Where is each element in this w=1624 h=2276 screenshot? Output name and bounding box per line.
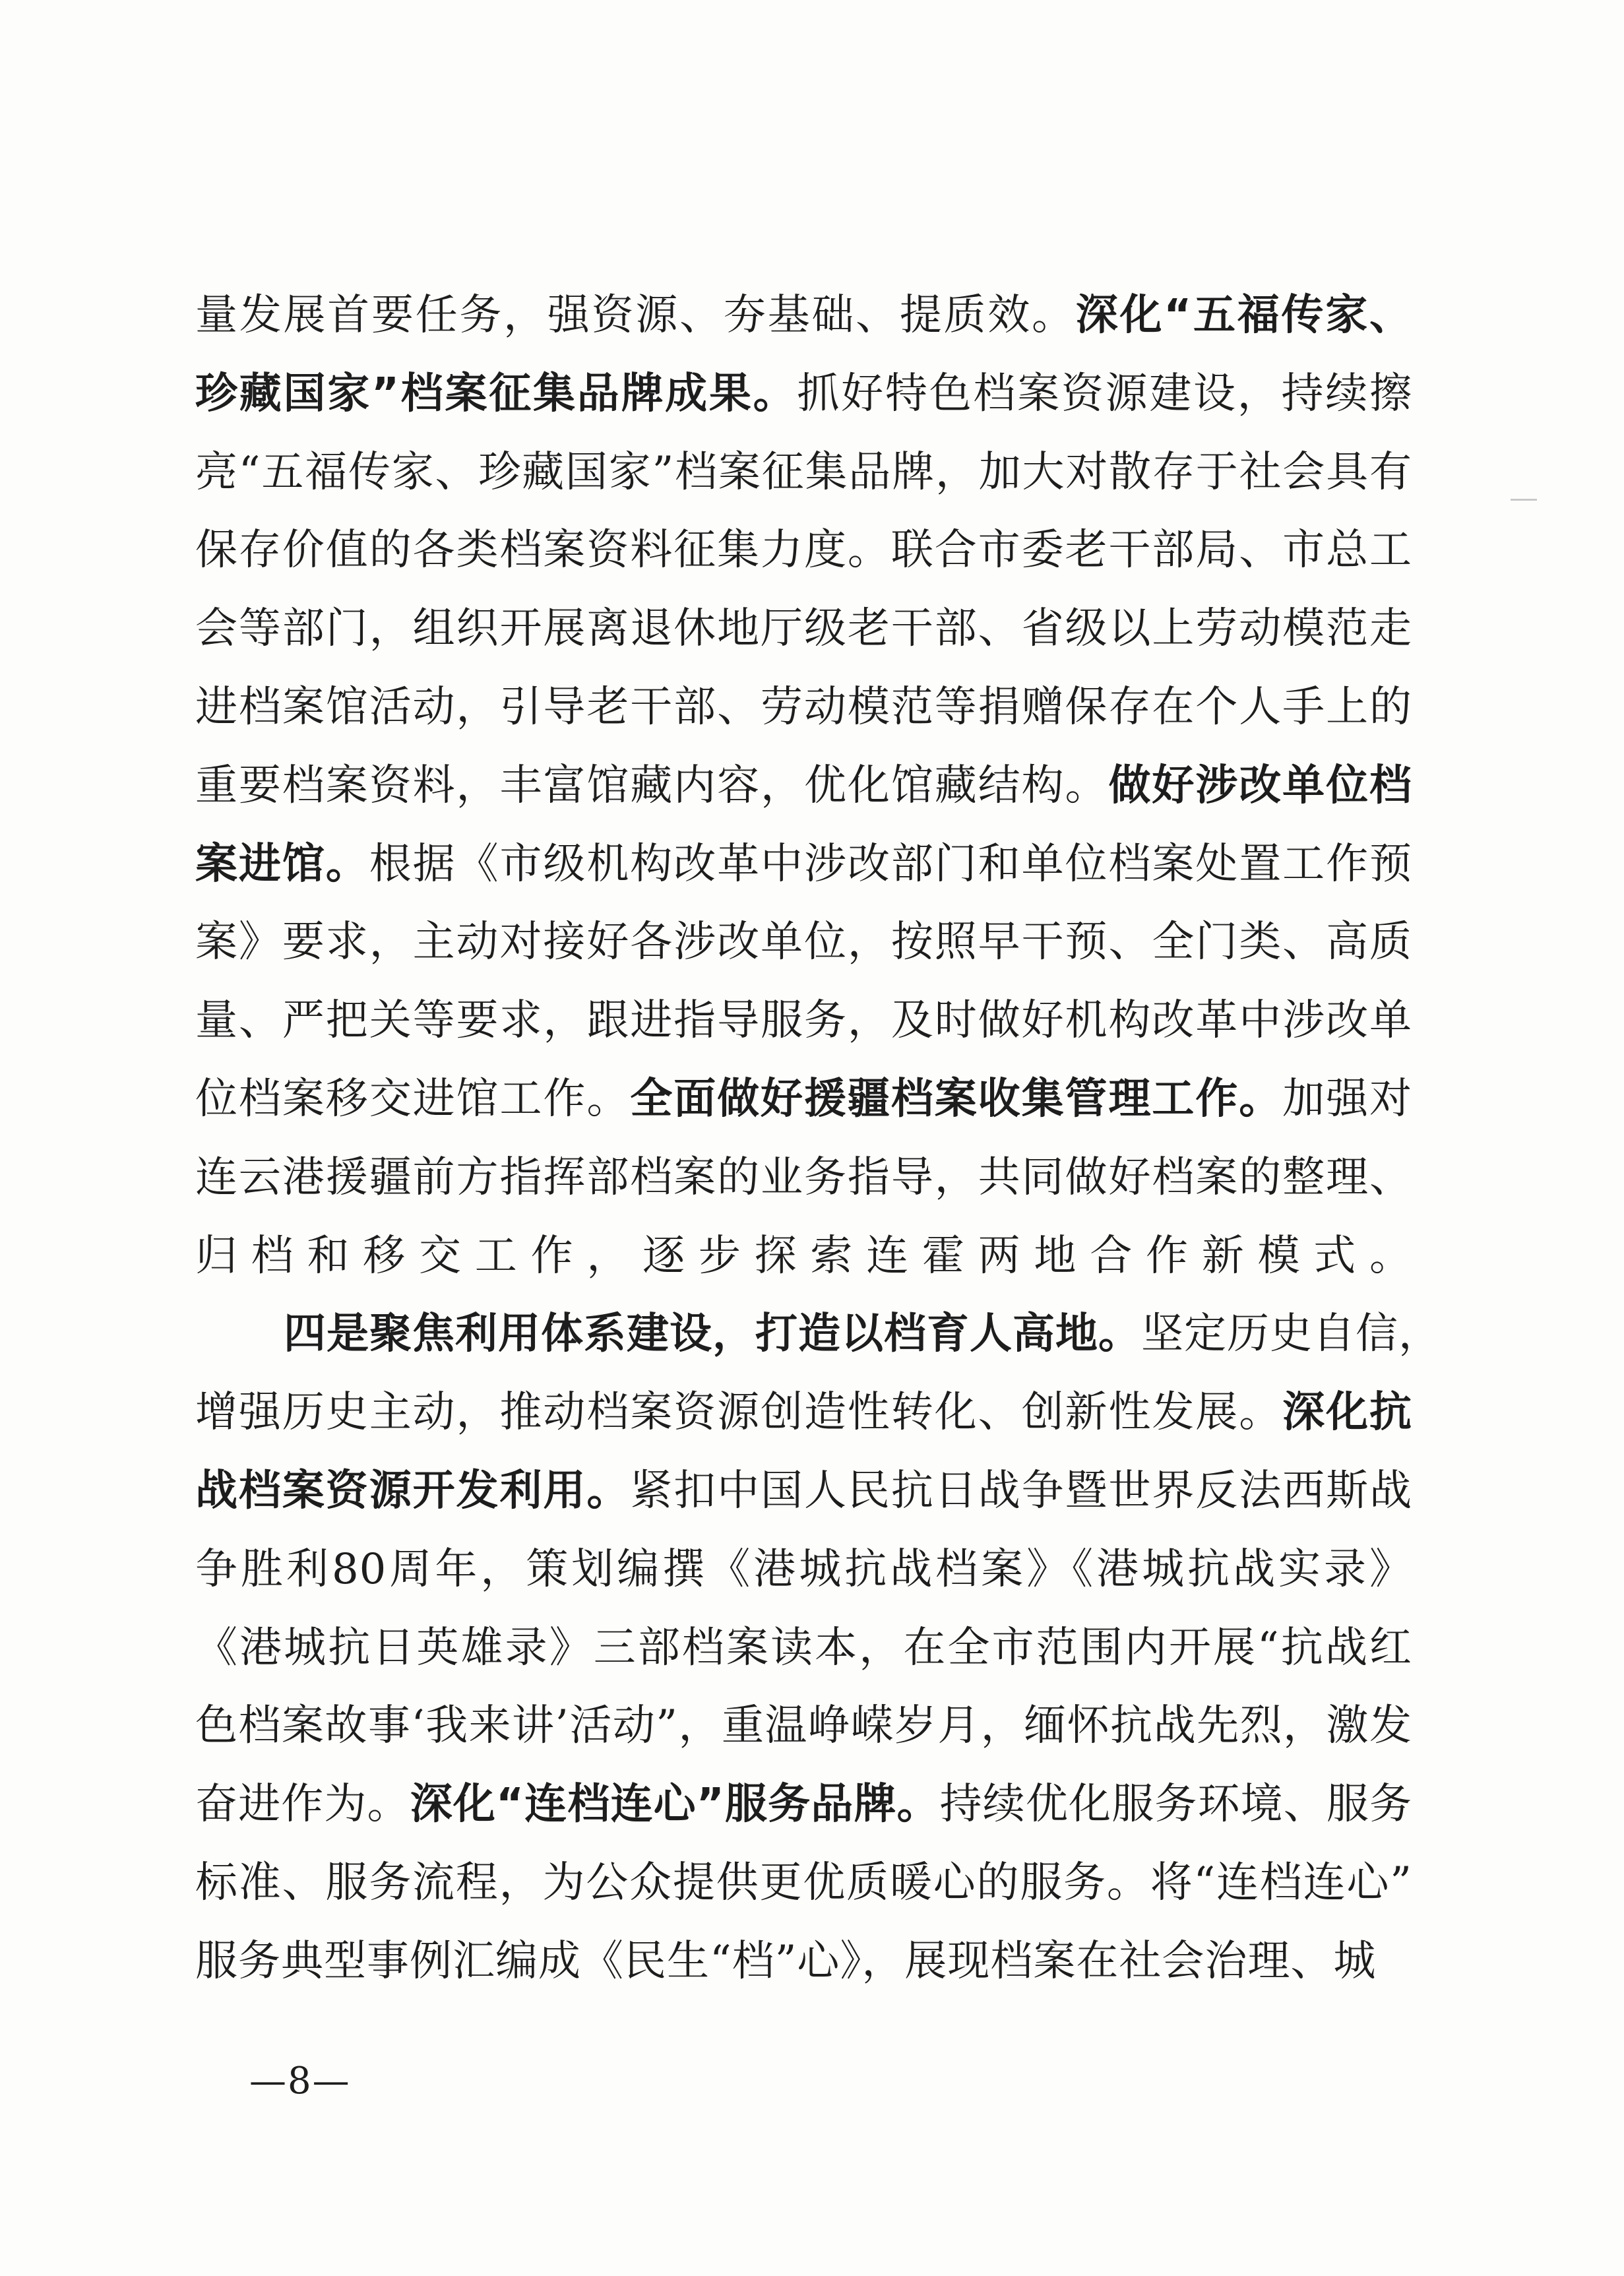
text-line xyxy=(195,1693,1412,1759)
text-line xyxy=(195,753,1412,819)
text-run: 加强对 xyxy=(1282,1075,1413,1123)
text-run: 案》要求，主动对接好各涉改单位，按照早干预、全门类、高质 xyxy=(195,918,1412,966)
text-line xyxy=(195,1615,1412,1681)
bold-heading-phrase: 深化“连档连心”服务品牌。 xyxy=(410,1780,940,1829)
text-run: 标准、服务流程，为公众提供更优质暖心的服务。将“连档连心” xyxy=(195,1858,1412,1907)
text-run: 增强历史主动，推动档案资源创造性转化、创新性发展。 xyxy=(195,1388,1283,1437)
text-run: 抓好特色档案资源建设，持续擦 xyxy=(797,369,1413,418)
text-line xyxy=(195,361,1412,427)
text-run: 会等部门，组织开展离退休地厅级老干部、省级以上劳动模范走 xyxy=(195,604,1412,653)
bold-heading-phrase: 案进馆。 xyxy=(195,840,369,889)
text-line xyxy=(195,1379,1412,1445)
bold-heading-phrase: 珍藏国家”档案征集品牌成果。 xyxy=(195,369,797,418)
text-line xyxy=(284,1301,1441,1367)
text-run: 持续优化服务环境、服务 xyxy=(939,1780,1413,1829)
text-run: 量发展首要任务，强资源、夯基础、提质效。 xyxy=(195,291,1076,340)
text-run: 紧扣中国人民抗日战争暨世界反法西斯战 xyxy=(630,1467,1413,1515)
text-line xyxy=(195,596,1412,662)
text-run: 重要档案资料，丰富馆藏内容，优化馆藏结构。 xyxy=(195,761,1109,810)
bold-heading-phrase: 全面做好援疆档案收集管理工作。 xyxy=(630,1075,1283,1123)
page-number: —8— xyxy=(249,2060,351,2102)
scan-margin-mark xyxy=(1511,499,1537,501)
text-run: 根据《市级机构改革中涉改部门和单位档案处置工作预 xyxy=(369,840,1413,889)
text-line xyxy=(195,517,1412,583)
text-run: 保存价值的各类档案资料征集力度。联合市委老干部局、市总工 xyxy=(195,526,1412,575)
text-run: 归档和移交工作，逐步探索连霍两地合作新模式。 xyxy=(195,1232,1412,1280)
text-line xyxy=(195,1771,1412,1837)
bold-heading-phrase: 深化抗 xyxy=(1282,1388,1413,1437)
text-run: 进档案馆活动，引导老干部、劳动模范等捐赠保存在个人手上的 xyxy=(195,683,1412,732)
text-line xyxy=(195,1145,1412,1211)
text-run: 亮“五福传家、珍藏国家”档案征集品牌，加大对散存于社会具有 xyxy=(195,448,1412,497)
text-run: 坚定历史自信， xyxy=(1141,1310,1441,1358)
text-line xyxy=(195,1223,1412,1289)
text-line xyxy=(195,1536,1412,1602)
text-line xyxy=(195,439,1412,505)
bold-heading-phrase: 深化“五福传家、 xyxy=(1075,291,1413,340)
text-line xyxy=(195,674,1412,740)
bold-heading-phrase: 战档案资源开发利用。 xyxy=(195,1467,631,1515)
text-line xyxy=(195,282,1412,348)
text-line xyxy=(195,1458,1412,1524)
text-line xyxy=(195,1066,1412,1132)
text-line xyxy=(195,909,1412,975)
text-run: 量、严把关等要求，跟进指导服务，及时做好机构改革中涉改单 xyxy=(195,996,1412,1045)
text-line xyxy=(195,988,1412,1054)
text-run: 奋进作为。 xyxy=(195,1780,410,1829)
text-line xyxy=(195,1850,1412,1916)
text-run: 位档案移交进馆工作。 xyxy=(195,1075,631,1123)
text-line xyxy=(195,831,1412,897)
text-run: 色档案故事‘我来讲’活动”，重温峥嵘岁月，缅怀抗战先烈，激发 xyxy=(195,1701,1412,1750)
text-run: 服务典型事例汇编成《民生“档”心》，展现档案在社会治理、城 xyxy=(195,1937,1377,1986)
bold-heading-phrase: 四是聚焦利用体系建设，打造以档育人高地。 xyxy=(284,1310,1141,1358)
text-line xyxy=(195,1928,1412,1994)
text-run: 《港城抗日英雄录》三部档案读本，在全市范围内开展“抗战红 xyxy=(195,1624,1412,1672)
bold-heading-phrase: 做好涉改单位档 xyxy=(1108,761,1413,810)
text-run: 争胜利80周年，策划编撰《港城抗战档案》《港城抗战实录》 xyxy=(195,1545,1412,1594)
text-run: 连云港援疆前方指挥部档案的业务指导，共同做好档案的整理、 xyxy=(195,1153,1412,1202)
